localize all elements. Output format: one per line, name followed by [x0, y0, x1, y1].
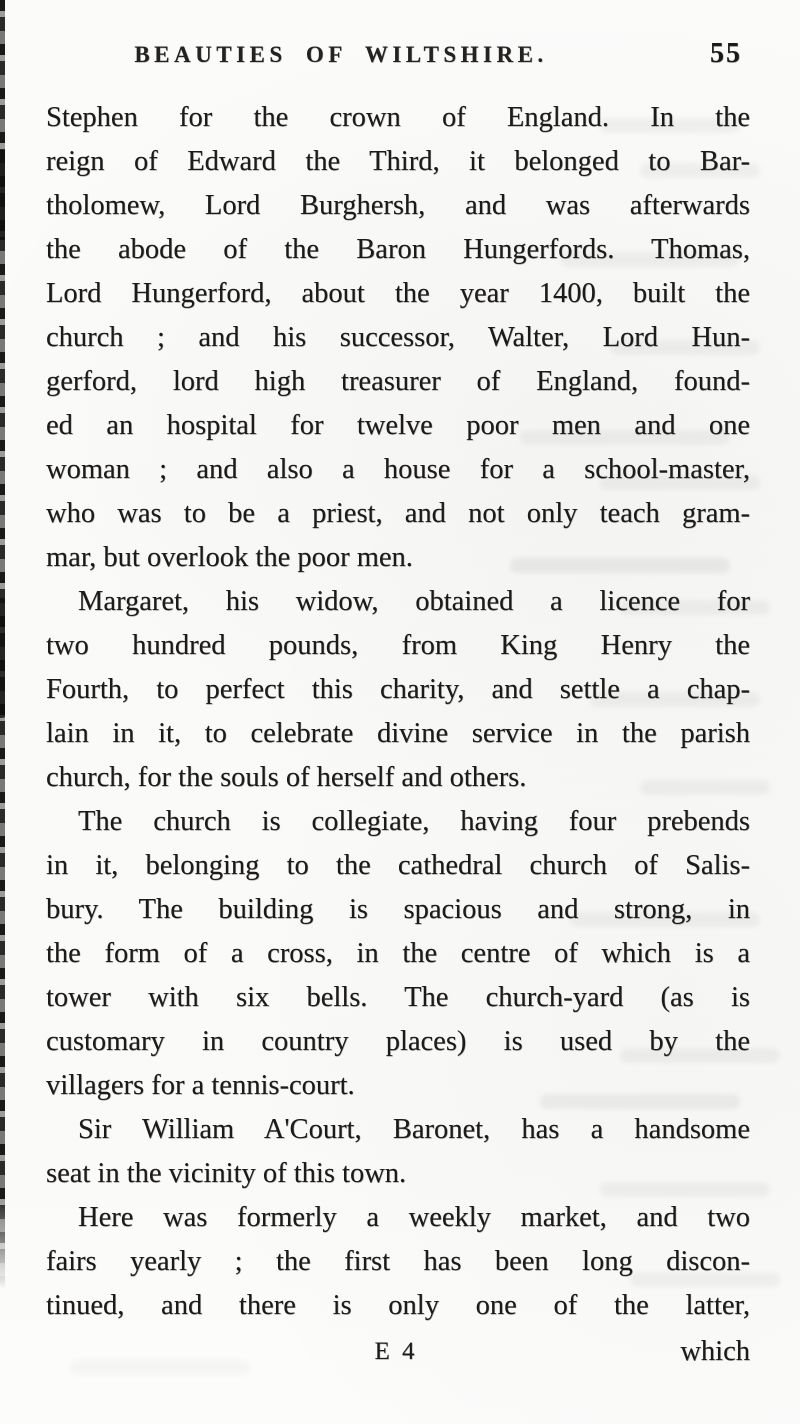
- text-line: in it, belonging to the cathedral church of Salis-: [46, 850, 750, 881]
- text-line: Sir William A'Court, Baronet, has a handsome: [78, 1114, 750, 1145]
- page-footer: [46, 1330, 750, 1374]
- text-line: church, for the souls of herself and others.: [46, 762, 527, 793]
- paragraph: [46, 1196, 750, 1328]
- paragraph: [46, 1108, 750, 1196]
- text-line: church ; and his successor, Walter, Lord Hun-: [46, 322, 750, 353]
- text-line: customary in country places) is used by the: [46, 1026, 750, 1057]
- text-line: who was to be a priest, and not only teach gram-: [46, 498, 750, 529]
- running-header: [46, 38, 750, 76]
- paragraph: [46, 580, 750, 800]
- text-line: seat in the vicinity of this town.: [46, 1158, 407, 1189]
- text-line: two hundred pounds, from King Henry the: [46, 630, 750, 661]
- text-line: Lord Hungerford, about the year 1400, built the: [46, 278, 750, 309]
- text-line: ed an hospital for twelve poor men and one: [46, 410, 750, 441]
- text-line: the form of a cross, in the centre of which is a: [46, 938, 750, 969]
- page-number: 55: [710, 38, 742, 69]
- text-line: tower with six bells. The church-yard (as is: [46, 982, 750, 1013]
- page-body: [46, 96, 750, 1328]
- paragraph: [46, 96, 750, 580]
- text-line: the abode of the Baron Hungerfords. Thomas,: [46, 234, 750, 265]
- running-header-title: BEAUTIES OF WILTSHIRE.: [134, 42, 548, 67]
- text-line: mar, but overlook the poor men.: [46, 542, 413, 573]
- text-line: tinued, and there is only one of the latter,: [46, 1290, 750, 1321]
- text-line: fairs yearly ; the first has been long discon-: [46, 1246, 750, 1277]
- text-line: reign of Edward the Third, it belonged to Bar-: [46, 146, 750, 177]
- signature-mark: E 4: [374, 1338, 418, 1365]
- text-line: lain in it, to celebrate divine service in the parish: [46, 718, 750, 749]
- scan-gutter-artifact: [0, 0, 5, 1295]
- paragraph: [46, 800, 750, 1108]
- text-line: Stephen for the crown of England. In the: [46, 102, 750, 133]
- text-line: bury. The building is spacious and strong, in: [46, 894, 750, 925]
- text-line: villagers for a tennis-court.: [46, 1070, 355, 1101]
- text-line: Margaret, his widow, obtained a licence for: [78, 586, 750, 617]
- text-line: gerford, lord high treasurer of England, found-: [46, 366, 750, 397]
- text-line: tholomew, Lord Burghersh, and was afterwards: [46, 190, 750, 221]
- text-line: Fourth, to perfect this charity, and settle a chap-: [46, 674, 750, 705]
- text-line: Here was formerly a weekly market, and two: [78, 1202, 750, 1233]
- catchword: which: [680, 1336, 750, 1367]
- text-line: The church is collegiate, having four prebends: [78, 806, 750, 837]
- text-line: woman ; and also a house for a school-master,: [46, 454, 750, 485]
